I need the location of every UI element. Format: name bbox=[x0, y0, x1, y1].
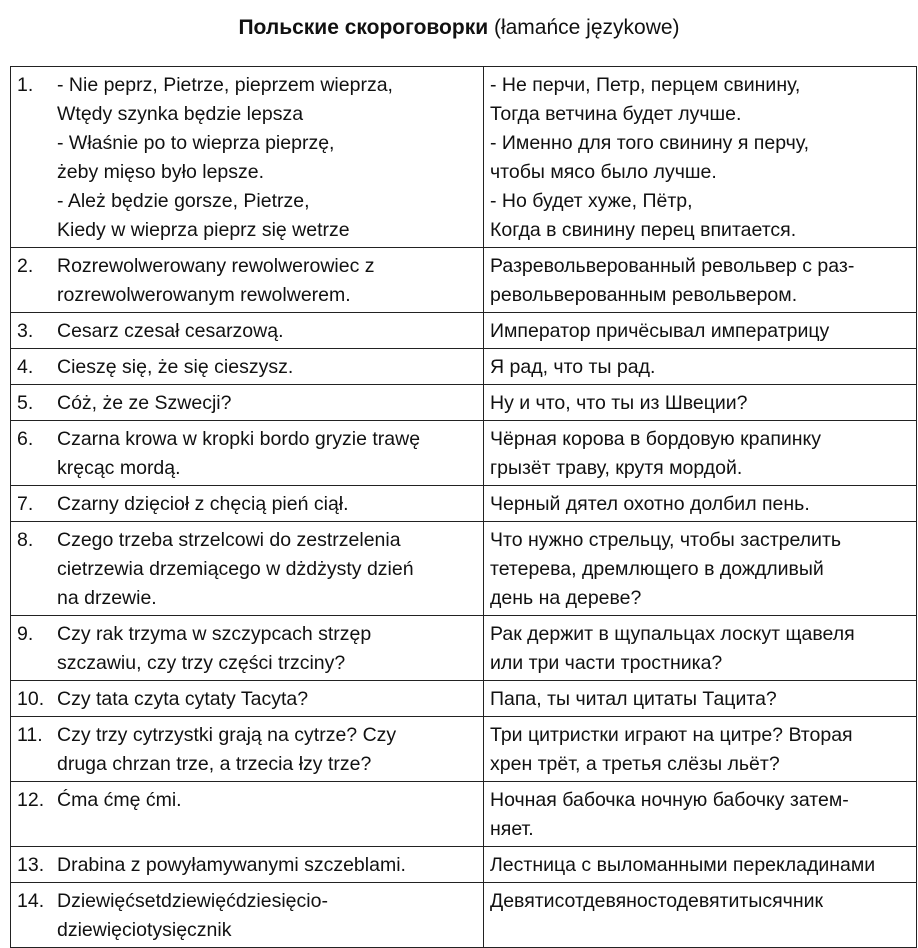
russian-line: Разревольверованный револьвер с раз- bbox=[490, 255, 855, 277]
russian-cell bbox=[484, 313, 917, 349]
polish-line: cietrzewia drzemiącego w dżdżysty dzień bbox=[57, 558, 414, 580]
polish-line: 4. Cieszę się, że się cieszysz. bbox=[17, 353, 477, 382]
polish-cell bbox=[11, 385, 484, 421]
polish-cell bbox=[11, 616, 484, 681]
russian-cell bbox=[484, 248, 917, 313]
polish-line: 7. Czarny dzięcioł z chęcią pień ciął. bbox=[17, 490, 477, 519]
polish-line: 12. Ćma ćmę ćmi. bbox=[17, 786, 477, 815]
polish-line: - Właśnie po to wieprza pieprzę, bbox=[57, 132, 335, 154]
row-number: 5. bbox=[17, 392, 34, 414]
russian-cell bbox=[484, 782, 917, 847]
table-row bbox=[11, 681, 917, 717]
table-row bbox=[11, 385, 917, 421]
russian-line: Рак держит в щупальцах лоскут щавеля bbox=[490, 623, 855, 645]
polish-cell bbox=[11, 847, 484, 883]
russian-cell bbox=[484, 486, 917, 522]
russian-cell bbox=[484, 681, 917, 717]
polish-line: kręcąc mordą. bbox=[57, 457, 181, 479]
polish-line: 14. Dziewięćsetdziewięćdziesięcio- bbox=[17, 887, 477, 916]
title-sub: (łamańce językowe) bbox=[493, 16, 680, 39]
polish-cell bbox=[11, 681, 484, 717]
russian-line: - Но будет хуже, Пётр, bbox=[490, 190, 693, 212]
polish-cell bbox=[11, 313, 484, 349]
table-row bbox=[11, 717, 917, 782]
row-number: 6. bbox=[17, 428, 34, 450]
polish-line: 9. Czy rak trzyma w szczypcach strzęp bbox=[17, 620, 477, 649]
polish-line: 8. Czego trzeba strzelcowi do zestrzelenia bbox=[17, 526, 477, 555]
russian-line: день на дереве? bbox=[490, 587, 642, 609]
polish-line: Wtędy szynka będzie lepsza bbox=[57, 103, 304, 125]
polish-cell bbox=[11, 883, 484, 948]
row-number: 14. bbox=[17, 890, 45, 912]
russian-cell bbox=[484, 883, 917, 948]
polish-line: 2. Rozrewolwerowany rewolwerowiec z bbox=[17, 252, 477, 281]
polish-line: 1. - Nie peprz, Pietrze, pieprzem wieprza, bbox=[17, 71, 477, 100]
polish-cell bbox=[11, 717, 484, 782]
russian-line: револьверованным револьвером. bbox=[490, 284, 798, 306]
russian-line: Император причёсывал императрицу bbox=[490, 320, 830, 342]
polish-line: 5. Cóż, że ze Szwecji? bbox=[17, 389, 477, 418]
russian-cell bbox=[484, 385, 917, 421]
table-row bbox=[11, 847, 917, 883]
table-row bbox=[11, 421, 917, 486]
russian-line: Когда в свинину перец впитается. bbox=[490, 219, 797, 241]
russian-line: Три цитристки играют на цитре? Вторая bbox=[490, 724, 853, 746]
polish-line: - Ależ będzie gorsze, Pietrze, bbox=[57, 190, 310, 212]
russian-line: Лестница с выломанными перекладинами bbox=[490, 854, 876, 876]
polish-line: Kiedy w wieprza pieprz się wetrze bbox=[57, 219, 350, 241]
table-row bbox=[11, 616, 917, 681]
russian-line: хрен трёт, а третья слёзы льёт? bbox=[490, 753, 780, 775]
polish-cell bbox=[11, 486, 484, 522]
russian-cell bbox=[484, 349, 917, 385]
russian-cell bbox=[484, 522, 917, 616]
polish-line: 10. Czy tata czyta cytaty Tacyta? bbox=[17, 685, 477, 714]
table-row bbox=[11, 67, 917, 248]
polish-line: na drzewie. bbox=[57, 587, 157, 609]
russian-line: няет. bbox=[490, 818, 534, 840]
table-row bbox=[11, 248, 917, 313]
table-row bbox=[11, 349, 917, 385]
polish-cell bbox=[11, 421, 484, 486]
title-main: Польские скороговорки bbox=[238, 16, 489, 39]
russian-line: Что нужно стрельцу, чтобы застрелить bbox=[490, 529, 842, 551]
row-number: 8. bbox=[17, 529, 34, 551]
row-number: 1. bbox=[17, 74, 34, 96]
table-row bbox=[11, 522, 917, 616]
polish-cell bbox=[11, 522, 484, 616]
russian-line: тетерева, дремлющего в дождливый bbox=[490, 558, 824, 580]
row-number: 4. bbox=[17, 356, 34, 378]
polish-line: 13. Drabina z powyłamywanymi szczeblami. bbox=[17, 851, 477, 880]
polish-line: dziewięciotysięcznik bbox=[57, 919, 232, 941]
polish-cell bbox=[11, 248, 484, 313]
table-row bbox=[11, 486, 917, 522]
page-title bbox=[0, 8, 918, 48]
polish-line: 6. Czarna krowa w kropki bordo gryzie trawę bbox=[17, 425, 477, 454]
polish-line: druga chrzan trze, a trzecia łzy trze? bbox=[57, 753, 372, 775]
russian-line: Я рад, что ты рад. bbox=[490, 356, 656, 378]
russian-line: Папа, ты читал цитаты Тацита? bbox=[490, 688, 777, 710]
polish-line: rozrewolwerowanym rewolwerem. bbox=[57, 284, 351, 306]
russian-cell bbox=[484, 616, 917, 681]
russian-line: Чёрная корова в бордовую крапинку bbox=[490, 428, 822, 450]
row-number: 9. bbox=[17, 623, 34, 645]
row-number: 13. bbox=[17, 854, 45, 876]
row-number: 10. bbox=[17, 688, 45, 710]
polish-line: 11. Czy trzy cytrzystki grają na cytrze? Czy bbox=[17, 721, 477, 750]
tongue-twister-table bbox=[10, 66, 917, 948]
russian-line: Ночная бабочка ночную бабочку затем- bbox=[490, 789, 849, 811]
russian-cell bbox=[484, 847, 917, 883]
row-number: 11. bbox=[17, 724, 43, 746]
russian-line: чтобы мясо было лучше. bbox=[490, 161, 717, 183]
row-number: 12. bbox=[17, 789, 45, 811]
russian-cell bbox=[484, 421, 917, 486]
russian-line: - Не перчи, Петр, перцем свинину, bbox=[490, 74, 801, 96]
russian-line: Ну и что, что ты из Швеции? bbox=[490, 392, 748, 414]
table-row bbox=[11, 313, 917, 349]
row-number: 7. bbox=[17, 493, 34, 515]
polish-line: szczawiu, czy trzy części trzciny? bbox=[57, 652, 346, 674]
polish-line: 3. Cesarz czesał cesarzową. bbox=[17, 317, 477, 346]
polish-cell bbox=[11, 67, 484, 248]
russian-line: Девятисотдевяностодевятитысячник bbox=[490, 890, 824, 912]
russian-line: Тогда ветчина будет лучше. bbox=[490, 103, 742, 125]
russian-line: грызёт траву, крутя мордой. bbox=[490, 457, 743, 479]
polish-cell bbox=[11, 349, 484, 385]
table-row bbox=[11, 782, 917, 847]
table-row bbox=[11, 883, 917, 948]
row-number: 3. bbox=[17, 320, 34, 342]
polish-line: żeby mięso było lepsze. bbox=[57, 161, 265, 183]
polish-cell bbox=[11, 782, 484, 847]
russian-cell bbox=[484, 67, 917, 248]
russian-cell bbox=[484, 717, 917, 782]
russian-line: или три части тростника? bbox=[490, 652, 723, 674]
russian-line: - Именно для того свинину я перчу, bbox=[490, 132, 809, 154]
russian-line: Черный дятел охотно долбил пень. bbox=[490, 493, 810, 515]
row-number: 2. bbox=[17, 255, 34, 277]
